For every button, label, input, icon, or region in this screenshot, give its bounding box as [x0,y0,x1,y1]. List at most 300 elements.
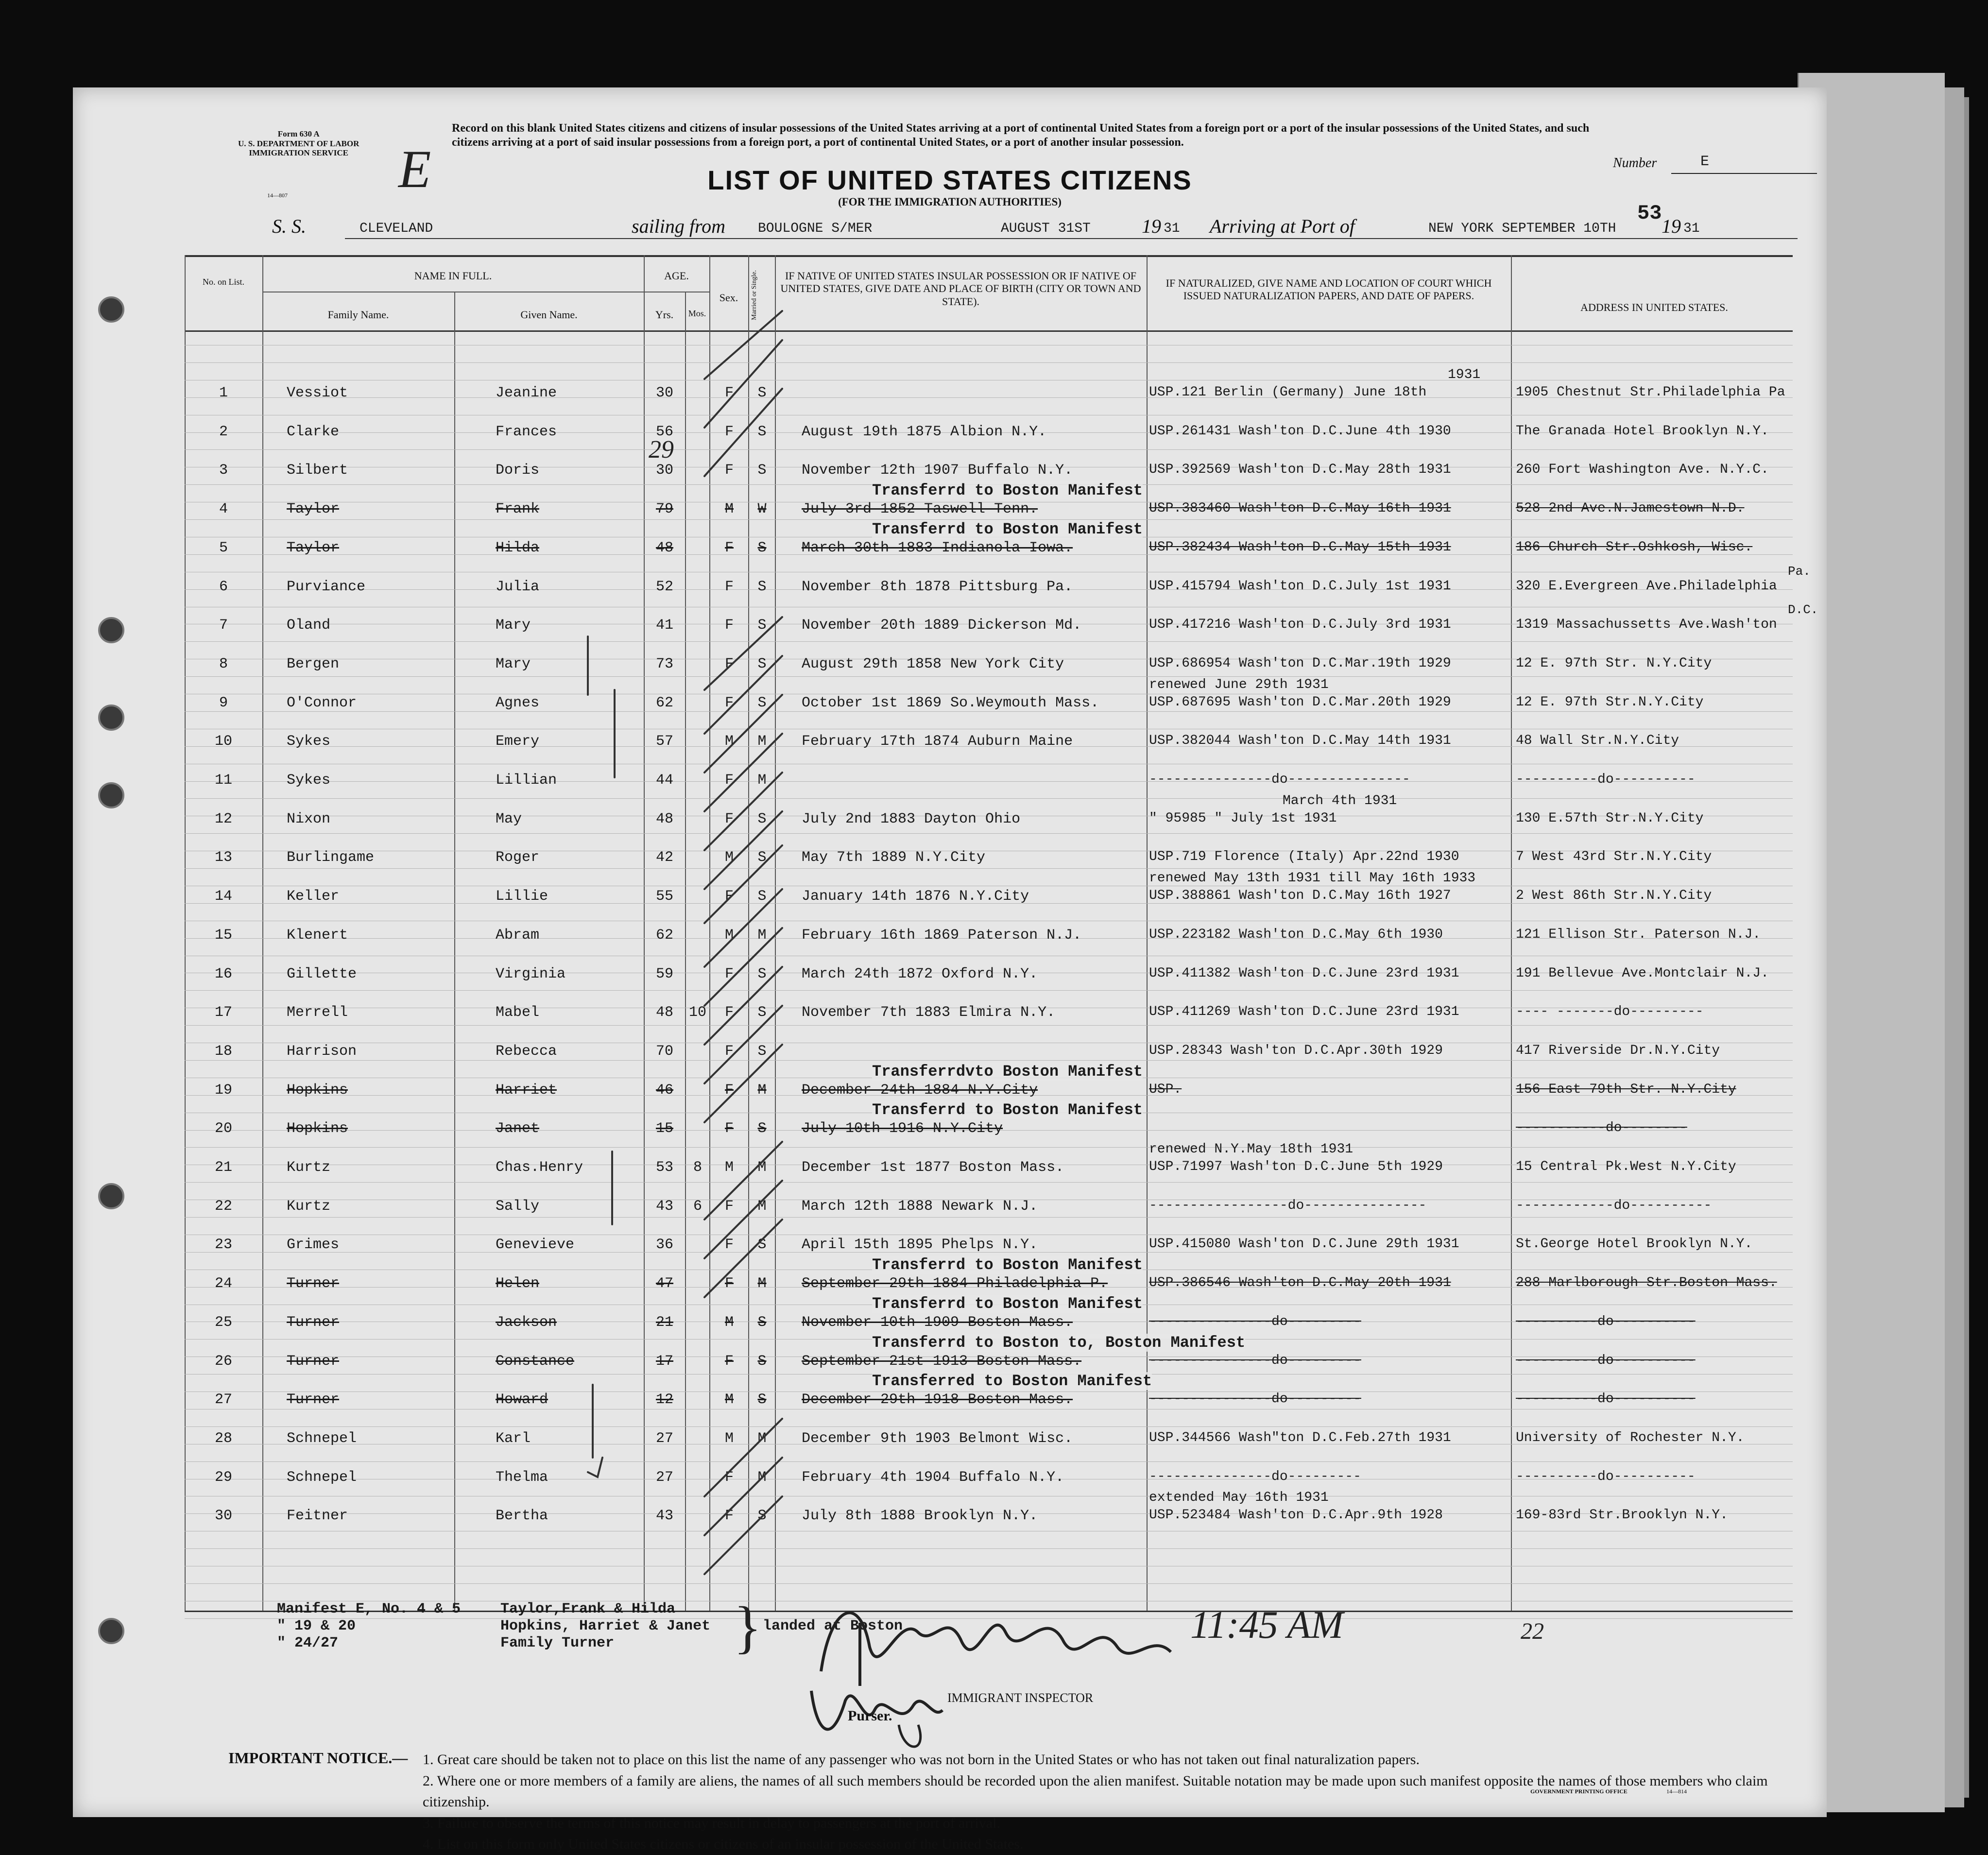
marital-status: M [757,1082,767,1099]
given-name: Virginia [496,965,566,982]
sex: F [724,617,734,634]
row-number: 23 [214,1237,232,1254]
address: -----------do-------- [1516,1120,1687,1136]
header-name-in-full: NAME IN FULL. [414,270,492,282]
given-name: Karl [496,1430,531,1447]
row-number: 14 [214,888,232,905]
sailing-label: sailing from [632,215,725,237]
marital-status: S [757,810,767,827]
family-name: O'Connor [287,694,357,711]
row-number: 17 [214,1004,232,1021]
marital-status: M [757,1469,767,1486]
age-years: 17 [655,1353,673,1370]
naturalization: USP.386546 Wash'ton D.C.May 20th 1931 [1149,1275,1451,1291]
given-name: Janet [496,1120,540,1137]
sex: F [724,578,734,595]
marital-status: S [757,849,767,866]
birth-date-place: May 7th 1889 N.Y.City [802,849,986,866]
address: 260 Fort Washington Ave. N.Y.C. [1516,462,1769,478]
address: ----------do---------- [1516,1391,1696,1407]
address: St.George Hotel Brooklyn N.Y. [1516,1237,1753,1252]
marital-status: S [757,655,767,672]
birth-date-place: March 12th 1888 Newark N.J. [802,1198,1038,1215]
from-port: BOULOGNE S/MER [758,221,873,236]
naturalization: USP.415080 Wash'ton D.C.June 29th 1931 [1149,1237,1459,1252]
birth-date-place: August 19th 1875 Albion N.Y. [802,423,1047,440]
header-family-name: Family Name. [327,309,389,321]
age-years: 21 [655,1314,673,1331]
marital-status: S [757,539,767,556]
row-number: 24 [214,1275,232,1292]
naturalization: ---------------do--------- [1149,1391,1361,1407]
given-name: Roger [496,849,540,866]
transfer-note: Transferrd to Boston Manifest [872,481,1143,500]
manifest-note-names: Family Turner [500,1635,615,1651]
birth-date-place: September 29th 1884 Philadelphia P. [802,1275,1108,1292]
marital-status: S [757,1314,767,1331]
family-name: Klenert [287,927,348,944]
notice-item: 1. Great care should be taken not to place on this list the name of any passenger who was not born in the United States or who has not taken out final naturalization papers. [423,1752,1420,1768]
row-number: 27 [214,1391,232,1408]
sex: F [724,385,734,401]
naturalization: ---------------do--------- [1149,1314,1361,1329]
sex: F [724,1082,734,1099]
sex: M [724,1391,734,1408]
manifest-note-names: Hopkins, Harriet & Janet [500,1618,711,1634]
sex: F [724,1237,734,1254]
age-years: 62 [655,927,673,944]
naturalization-note: renewed May 13th 1931 till May 16th 1933 [1149,871,1476,886]
family-name: Turner [287,1391,340,1408]
marital-status: M [757,1430,767,1447]
naturalization-note: March 4th 1931 [1283,793,1397,808]
manifest-note-nos: " 19 & 20 [277,1618,356,1634]
family-name: Turner [287,1314,340,1331]
age-years: 36 [655,1237,673,1254]
marital-status: S [757,965,767,982]
naturalization: USP.417216 Wash'ton D.C.July 3rd 1931 [1149,617,1451,633]
family-name: Schnepel [287,1469,357,1486]
row-number: 5 [219,539,228,556]
form-id-line: U. S. DEPARTMENT OF LABOR [238,138,360,148]
naturalization-note: extended May 16th 1931 [1149,1490,1329,1506]
family-name: Turner [287,1353,340,1370]
transfer-note: Transferrd to Boston to, Boston Manifest [872,1333,1246,1352]
marital-status: S [757,1508,767,1525]
address: 1319 Massachussetts Ave.Wash'ton [1516,617,1777,633]
marital-status: S [757,617,767,634]
row-number: 4 [219,501,228,518]
naturalization: USP.344566 Wash"ton D.C.Feb.27th 1931 [1149,1430,1451,1445]
handwritten-letter: E [398,139,431,199]
naturalization: ---------------do--------- [1149,1353,1361,1368]
family-name: Taylor [287,501,340,518]
notice-item: 2. Where one or more members of a family are aliens, the names of all such members should be recorded upon the alien manifest. Suitable notation may be made upon such manifest opposite the names of those members who claim citizenship. [423,1772,1768,1810]
address: 15 Central Pk.West N.Y.City [1516,1159,1736,1174]
age-years: 47 [655,1275,673,1292]
handwritten-number: 22 [1521,1618,1544,1644]
family-name: Vessiot [287,385,348,401]
row-number: 25 [214,1314,232,1331]
notice-items [423,1749,1832,1855]
age-years: 56 [655,423,673,440]
birth-date-place: November 10th 1909 Boston Mass. [802,1314,1073,1331]
age-years: 53 [655,1159,673,1176]
birth-date-place: July 8th 1888 Brooklyn N.Y. [802,1508,1038,1525]
transfer-note: Transferrd to Boston Manifest [872,520,1143,538]
age-years: 70 [655,1043,673,1060]
transfer-note: Transferrdvto Boston Manifest [872,1062,1143,1081]
age-years: 79 [655,501,673,518]
family-name: Taylor [287,539,340,556]
sex: M [724,927,734,944]
header-no: No. on List. [202,277,244,287]
given-name: Mary [496,617,531,634]
naturalization: USP.28343 Wash'ton D.C.Apr.30th 1929 [1149,1043,1443,1058]
form-id-line: IMMIGRATION SERVICE [249,148,348,158]
birth-date-place: July 10th 1916 N.Y.City [802,1120,1003,1137]
record-instructions: Record on this blank United States citizens and citizens of insular possessions of the United States arriving at a port of continental United States from a foreign port or a port of the insular possessions of the United States, and such citizens arriving at a port of said insular possessions from a foreign port, a port of continental United States, or a port of another insular possession. [452,122,1590,149]
sex: F [724,1275,734,1292]
given-name: Emery [496,733,540,750]
row-number: 28 [214,1430,232,1447]
birth-date-place: December 1st 1877 Boston Mass. [802,1159,1064,1176]
naturalization-note: 1931 [1448,367,1481,382]
marital-status: W [757,501,767,518]
birth-date-place: October 1st 1869 So.Weymouth Mass. [802,694,1099,711]
sex: F [724,1353,734,1370]
sex: M [724,1159,734,1176]
sex: F [724,539,734,556]
marital-status: S [757,888,767,905]
family-name: Sykes [287,733,331,750]
purser-label: Purser. [848,1708,892,1724]
row-number: 15 [214,927,232,944]
row-number: 8 [219,655,228,672]
naturalization: USP.71997 Wash'ton D.C.June 5th 1929 [1149,1159,1443,1174]
header-married-single: Married or Single. [751,270,758,321]
naturalization: USP.686954 Wash'ton D.C.Mar.19th 1929 [1149,655,1451,671]
address: ------------do---------- [1516,1198,1712,1213]
form-print-code: 14—807 [267,192,288,199]
sex: M [724,1430,734,1447]
notice-item: 4. List on this form only United States citizens or citizens of an insular possession of the United States. [423,1836,1024,1852]
row-number: 1 [219,385,228,401]
naturalization: USP.392569 Wash'ton D.C.May 28th 1931 [1149,462,1451,478]
family-name: Merrell [287,1004,348,1021]
sex: F [724,772,734,789]
notice-item: 3. Failure to observe the terms of this notice may result in delay to passengers at the port of arrival. [423,1815,1000,1831]
marital-status: M [757,1159,767,1176]
marital-status: S [757,1237,767,1254]
row-number: 12 [214,810,232,827]
header-birth: IF NATIVE OF UNITED STATES INSULAR POSSESSION OR IF NATIVE OF UNITED STATES, GIVE DATE AND PLACE OF BIRTH (CITY OR TOWN AND STATE). [780,270,1141,308]
manifest-note-names: Taylor,Frank & Hilda [500,1601,676,1617]
address: 1905 Chestnut Str.Philadelphia Pa [1516,385,1785,400]
given-name: Mabel [496,1004,540,1021]
birth-date-place: January 14th 1876 N.Y.City [802,888,1029,905]
year-prefix: 19 [1142,215,1161,237]
sex: F [724,1469,734,1486]
age-correction: 29 [649,436,674,464]
immigrant-inspector-label: IMMIGRANT INSPECTOR [947,1691,1094,1705]
ss-label: S. S. [272,215,306,237]
family-name: Harrison [287,1043,357,1060]
brace: } [734,1595,762,1659]
sex: F [724,423,734,440]
given-name: Frank [496,501,540,518]
family-name: Hopkins [287,1082,348,1099]
address: 417 Riverside Dr.N.Y.City [1516,1043,1720,1058]
manifest-note-nos: " 24/27 [277,1635,339,1651]
row-number: 13 [214,849,232,866]
arrival-port-date: NEW YORK SEPTEMBER 10TH [1428,221,1616,236]
given-name: Thelma [496,1469,548,1486]
address: 130 E.57th Str.N.Y.City [1516,810,1704,826]
naturalization: -----------------do--------------- [1149,1198,1427,1213]
naturalization: " 95985 " July 1st 1931 [1149,810,1337,826]
family-name: Clarke [287,423,340,440]
birth-date-place: December 24th 1884 N.Y.City [802,1082,1038,1099]
row-number: 30 [214,1508,232,1525]
age-years: 48 [655,1004,673,1021]
birth-date-place: February 17th 1874 Auburn Maine [802,733,1073,750]
age-years: 30 [655,462,673,479]
naturalization: USP.121 Berlin (Germany) June 18th [1149,385,1427,400]
marital-status: S [757,1043,767,1060]
naturalization: ---------------do--------------- [1149,772,1410,787]
family-name: Burlingame [287,849,375,866]
given-name: Jackson [496,1314,557,1331]
given-name: Lillian [496,772,557,789]
year-prefix: 19 [1662,215,1681,237]
header-yrs: Yrs. [655,309,674,321]
naturalization: USP.382434 Wash'ton D.C.May 15th 1931 [1149,539,1451,555]
address: ----------do---------- [1516,772,1696,787]
header-mos: Mos. [688,309,706,318]
transfer-note: Transferrd to Boston Manifest [872,1256,1143,1274]
marital-status: S [757,1353,767,1370]
naturalization: USP.687695 Wash'ton D.C.Mar.20th 1929 [1149,694,1451,710]
printer-code: 14—814 [1666,1788,1687,1795]
address: 191 Bellevue Ave.Montclair N.J. [1516,965,1769,981]
notice-heading: IMPORTANT NOTICE.— [228,1749,408,1767]
arrival-year: 31 [1683,221,1700,236]
number-value: E [1700,154,1710,170]
family-name: Nixon [287,810,331,827]
address: ----------do---------- [1516,1353,1696,1368]
page-subtitle: (FOR THE IMMIGRATION AUTHORITIES) [838,196,1062,208]
birth-date-place: July 2nd 1883 Dayton Ohio [802,810,1021,827]
age-years: 55 [655,888,673,905]
age-years: 62 [655,694,673,711]
age-years: 44 [655,772,673,789]
age-years: 48 [655,810,673,827]
given-name: Harriet [496,1082,557,1099]
age-months: 8 [693,1159,702,1176]
naturalization: ---------------do--------- [1149,1469,1361,1484]
address: 528 2nd Ave.N.Jamestown N.D. [1516,501,1745,516]
printer-label: GOVERNMENT PRINTING OFFICE [1530,1788,1628,1795]
birth-date-place: February 4th 1904 Buffalo N.Y. [802,1469,1064,1486]
age-years: 48 [655,539,673,556]
naturalization: USP.411269 Wash'ton D.C.June 23rd 1931 [1149,1004,1459,1020]
header-sex: Sex. [719,292,738,304]
birth-date-place: February 16th 1869 Paterson N.J. [802,927,1082,944]
address: University of Rochester N.Y. [1516,1430,1745,1445]
given-name: Agnes [496,694,540,711]
naturalization: USP.383460 Wash'ton D.C.May 16th 1931 [1149,501,1451,516]
sex: M [724,501,734,518]
header-given-name: Given Name. [520,309,578,321]
row-number: 7 [219,617,228,634]
marital-status: S [757,1120,767,1137]
given-name: Constance [496,1353,575,1370]
number-label: Number [1613,155,1657,171]
age-years: 15 [655,1120,673,1137]
sailing-year: 31 [1164,221,1180,236]
sex: F [724,655,734,672]
marital-status: M [757,1275,767,1292]
naturalization: USP.719 Florence (Italy) Apr.22nd 1930 [1149,849,1459,865]
birth-date-place: August 29th 1858 New York City [802,655,1064,672]
age-years: 43 [655,1508,673,1525]
address: 320 E.Evergreen Ave.Philadelphia [1516,578,1777,594]
birth-date-place: November 8th 1878 Pittsburg Pa. [802,578,1073,595]
sex: F [724,810,734,827]
age-years: 30 [655,385,673,401]
transfer-note: Transferred to Boston Manifest [872,1372,1152,1391]
birth-date-place: November 20th 1889 Dickerson Md. [802,617,1082,634]
sex: F [724,965,734,982]
birth-date-place: July 3rd 1852 Taswell Tenn. [802,501,1038,518]
family-name: Keller [287,888,340,905]
transfer-note: Transferrd to Boston Manifest [872,1101,1143,1119]
age-months: 6 [693,1198,702,1215]
given-name: Rebecca [496,1043,557,1060]
given-name: Julia [496,578,540,595]
address: 186 Church Str.Oshkosh, Wisc. [1516,539,1753,555]
naturalization: USP.261431 Wash'ton D.C.June 4th 1930 [1149,423,1451,439]
marital-status: M [757,1198,767,1215]
marital-status: M [757,772,767,789]
sex: M [724,849,734,866]
family-name: Feitner [287,1508,348,1525]
birth-date-place: November 12th 1907 Buffalo N.Y. [802,462,1073,479]
form-id-line: Form 630 A [277,129,320,138]
family-name: Turner [287,1275,340,1292]
birth-date-place: November 7th 1883 Elmira N.Y. [802,1004,1056,1021]
birth-date-place: March 24th 1872 Oxford N.Y. [802,965,1038,982]
given-name: Jeanine [496,385,557,401]
marital-status: S [757,1004,767,1021]
family-name: Sykes [287,772,331,789]
given-name: Frances [496,423,557,440]
age-years: 43 [655,1198,673,1215]
family-name: Oland [287,617,331,634]
sex: F [724,694,734,711]
page-title: LIST OF UNITED STATES CITIZENS [707,165,1192,195]
naturalization: USP.388861 Wash'ton D.C.May 16th 1927 [1149,888,1451,904]
age-years: 59 [655,965,673,982]
row-number: 22 [214,1198,232,1215]
naturalization: USP.523484 Wash'ton D.C.Apr.9th 1928 [1149,1508,1443,1523]
sex: F [724,462,734,479]
header-age: AGE. [664,270,689,282]
family-name: Kurtz [287,1198,331,1215]
age-years: 27 [655,1430,673,1447]
header-naturalized: IF NATURALIZED, GIVE NAME AND LOCATION OF COURT WHICH ISSUED NATURALIZATION PAPERS, AND DATE OF PAPERS. [1165,277,1492,302]
given-name: Howard [496,1391,548,1408]
given-name: Doris [496,462,540,479]
marital-status: S [757,694,767,711]
birth-date-place: March 30th 1883 Indianola Iowa. [802,539,1073,556]
given-name: Lillie [496,888,548,905]
address-note: D.C. [1788,602,1818,618]
row-number: 10 [214,733,232,750]
sex: F [724,1198,734,1215]
naturalization-note: renewed N.Y.May 18th 1931 [1149,1142,1354,1157]
address: ----------do---------- [1516,1469,1696,1484]
sex: F [724,1043,734,1060]
birth-date-place: April 15th 1895 Phelps N.Y. [802,1237,1038,1254]
age-years: 41 [655,617,673,634]
sex: M [724,733,734,750]
landed-at-boston: landed at Boston [763,1618,903,1634]
address: 12 E. 97th Str. N.Y.City [1516,655,1712,671]
birth-date-place: September 21st 1913 Boston Mass. [802,1353,1082,1370]
naturalization: USP.411382 Wash'ton D.C.June 23rd 1931 [1149,965,1459,981]
naturalization: USP. [1149,1082,1182,1097]
address: The Granada Hotel Brooklyn N.Y. [1516,423,1769,439]
sex: F [724,1508,734,1525]
family-name: Schnepel [287,1430,357,1447]
page-number: 53 [1637,202,1662,225]
address: 288 Marlborough Str.Boston Mass. [1516,1275,1777,1291]
given-name: Sally [496,1198,540,1215]
address: 156 East 79th Str. N.Y.City [1516,1082,1736,1097]
naturalization: USP.415794 Wash'ton D.C.July 1st 1931 [1149,578,1451,594]
row-number: 18 [214,1043,232,1060]
sex: F [724,1004,734,1021]
row-number: 26 [214,1353,232,1370]
row-number: 29 [214,1469,232,1486]
address: 2 West 86th Str.N.Y.City [1516,888,1712,904]
row-number: 11 [214,772,232,789]
age-years: 73 [655,655,673,672]
birth-date-place: December 29th 1918 Boston Mass. [802,1391,1073,1408]
row-number: 16 [214,965,232,982]
address: 169-83rd Str.Brooklyn N.Y. [1516,1508,1728,1523]
family-name: Silbert [287,462,348,479]
row-number: 20 [214,1120,232,1137]
marital-status: S [757,462,767,479]
marital-status: S [757,578,767,595]
manifest-note-label: Manifest E, No. 4 & 5 [277,1601,461,1617]
handwritten-time: 11:45 AM [1190,1604,1343,1647]
given-name: Helen [496,1275,540,1292]
family-name: Purviance [287,578,366,595]
age-years: 12 [655,1391,673,1408]
address: 7 West 43rd Str.N.Y.City [1516,849,1712,865]
age-years: 52 [655,578,673,595]
family-name: Kurtz [287,1159,331,1176]
given-name: Genevieve [496,1237,575,1254]
sex: F [724,1120,734,1137]
address: 48 Wall Str.N.Y.City [1516,733,1680,749]
family-name: Gillette [287,965,357,982]
marital-status: S [757,385,767,401]
